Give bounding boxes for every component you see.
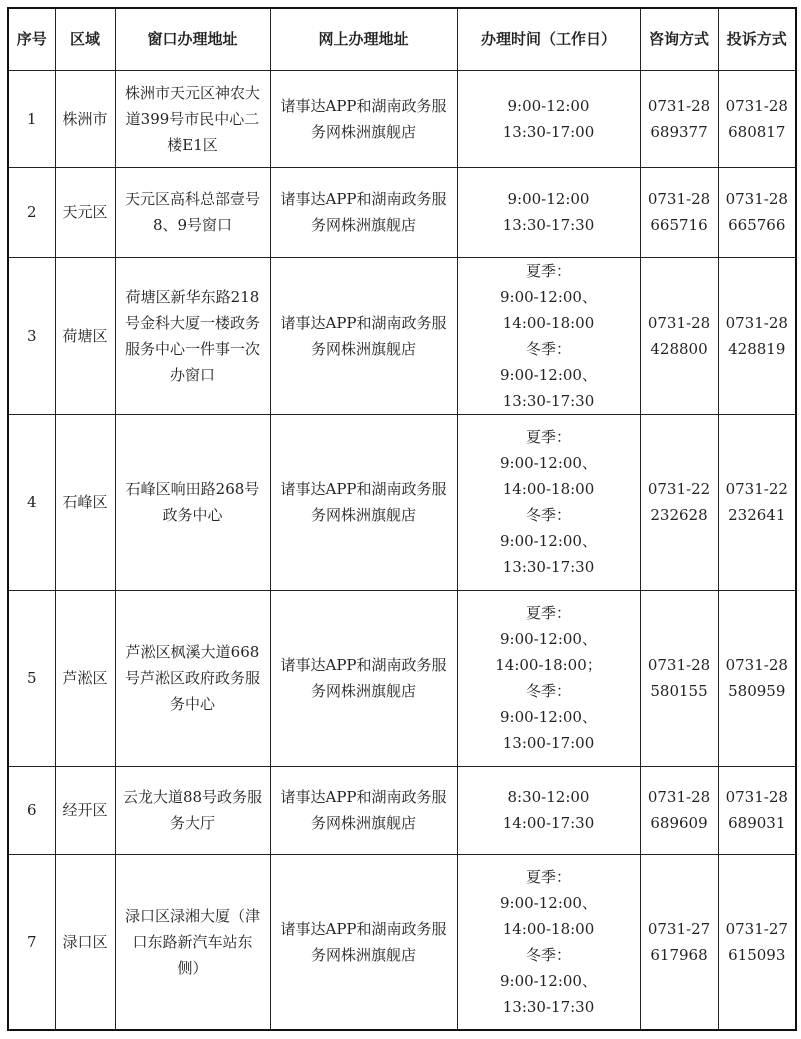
- row-window-address: 渌口区渌湘大厦（津口东路新汽车站东侧）: [115, 854, 270, 1030]
- row-online-address: 诸事达APP和湖南政务服务网株洲旗舰店: [270, 257, 457, 414]
- table-row: [8, 766, 796, 854]
- row-consult-phone: 0731-28689377: [640, 70, 718, 167]
- row-consult-phone: 0731-27617968: [640, 854, 718, 1030]
- row-consult-phone: 0731-28665716: [640, 167, 718, 257]
- row-region: 石峰区: [55, 414, 115, 590]
- hours-line: 9:00-12:00、: [500, 532, 597, 550]
- row-no: 5: [8, 590, 55, 766]
- row-no: 7: [8, 854, 55, 1030]
- hours-line: 13:30-17:30: [502, 391, 595, 410]
- row-region: 渌口区: [55, 854, 115, 1030]
- hours-line: 13:30-17:30: [502, 216, 595, 234]
- hours-line: 冬季：: [525, 682, 571, 700]
- header-online-address: 网上办理地址: [270, 8, 457, 70]
- row-complaint-phone: 0731-27615093: [718, 854, 796, 1030]
- row-hours: [457, 766, 640, 854]
- table-row: [8, 70, 796, 167]
- row-window-address: 云龙大道88号政务服务大厅: [115, 766, 270, 854]
- row-no: 1: [8, 70, 55, 167]
- row-hours: [457, 167, 640, 257]
- header-window-address: 窗口办理地址: [115, 8, 270, 70]
- hours-line: 13:30-17:30: [502, 997, 595, 1016]
- row-region: 芦淞区: [55, 590, 115, 766]
- row-region: 经开区: [55, 766, 115, 854]
- row-consult-phone: 0731-22232628: [640, 414, 718, 590]
- hours-line: 8:30-12:00: [507, 788, 590, 806]
- row-region: 株洲市: [55, 70, 115, 167]
- row-hours: [457, 257, 640, 414]
- hours-line: 14:00-18:00；: [495, 656, 602, 674]
- header-region: 区域: [55, 8, 115, 70]
- row-hours: [457, 854, 640, 1030]
- service-hall-table: [7, 7, 797, 1031]
- row-hours: [457, 70, 640, 167]
- hours-line: 9:00-12:00: [507, 96, 590, 115]
- hours-line: 9:00-12:00、: [500, 287, 597, 306]
- hours-line: 冬季：: [525, 945, 571, 964]
- header-no: 序号: [8, 8, 55, 70]
- row-complaint-phone: 0731-28428819: [718, 257, 796, 414]
- hours-line: 夏季：: [525, 428, 571, 446]
- row-consult-phone: 0731-28689609: [640, 766, 718, 854]
- hours-line: 13:00-17:00: [502, 734, 595, 752]
- row-region: 天元区: [55, 167, 115, 257]
- hours-line: 9:00-12:00、: [500, 971, 597, 990]
- row-online-address: 诸事达APP和湖南政务服务网株洲旗舰店: [270, 766, 457, 854]
- hours-line: 9:00-12:00、: [500, 630, 597, 648]
- row-no: 6: [8, 766, 55, 854]
- header-consult: 咨询方式: [640, 8, 718, 70]
- row-window-address: 石峰区响田路268号政务中心: [115, 414, 270, 590]
- header-complaint: 投诉方式: [718, 8, 796, 70]
- row-complaint-phone: 0731-28680817: [718, 70, 796, 167]
- table-header-row: [8, 8, 796, 70]
- hours-line: 9:00-12:00、: [500, 893, 597, 912]
- row-complaint-phone: 0731-22232641: [718, 414, 796, 590]
- row-consult-phone: 0731-28580155: [640, 590, 718, 766]
- hours-line: 冬季：: [525, 506, 571, 524]
- table-row: [8, 414, 796, 590]
- hours-line: 13:30-17:00: [502, 122, 595, 141]
- hours-line: 9:00-12:00、: [500, 454, 597, 472]
- hours-line: 夏季：: [525, 261, 571, 280]
- header-hours: 办理时间（工作日）: [457, 8, 640, 70]
- table-row: [8, 590, 796, 766]
- row-window-address: 荷塘区新华东路218号金科大厦一楼政务服务中心一件事一次办窗口: [115, 257, 270, 414]
- row-no: 4: [8, 414, 55, 590]
- hours-line: 夏季：: [525, 867, 571, 886]
- hours-line: 14:00-18:00: [502, 480, 595, 498]
- hours-line: 14:00-17:30: [502, 814, 595, 832]
- row-consult-phone: 0731-28428800: [640, 257, 718, 414]
- row-window-address: 天元区高科总部壹号8、9号窗口: [115, 167, 270, 257]
- hours-line: 9:00-12:00: [507, 190, 590, 208]
- row-online-address: 诸事达APP和湖南政务服务网株洲旗舰店: [270, 167, 457, 257]
- row-online-address: 诸事达APP和湖南政务服务网株洲旗舰店: [270, 854, 457, 1030]
- hours-line: 14:00-18:00: [502, 919, 595, 938]
- row-region: 荷塘区: [55, 257, 115, 414]
- hours-line: 夏季：: [525, 604, 571, 622]
- row-complaint-phone: 0731-28689031: [718, 766, 796, 854]
- table-row: [8, 854, 796, 1030]
- row-online-address: 诸事达APP和湖南政务服务网株洲旗舰店: [270, 414, 457, 590]
- row-no: 2: [8, 167, 55, 257]
- row-hours: [457, 590, 640, 766]
- row-complaint-phone: 0731-28580959: [718, 590, 796, 766]
- row-window-address: 株洲市天元区神农大道399号市民中心二楼E1区: [115, 70, 270, 167]
- hours-line: 14:00-18:00: [502, 313, 595, 332]
- row-no: 3: [8, 257, 55, 414]
- row-online-address: 诸事达APP和湖南政务服务网株洲旗舰店: [270, 70, 457, 167]
- table-row: [8, 257, 796, 414]
- row-complaint-phone: 0731-28665766: [718, 167, 796, 257]
- row-online-address: 诸事达APP和湖南政务服务网株洲旗舰店: [270, 590, 457, 766]
- row-hours: [457, 414, 640, 590]
- hours-line: 冬季：: [525, 339, 571, 358]
- hours-line: 9:00-12:00、: [500, 708, 597, 726]
- hours-line: 9:00-12:00、: [500, 365, 597, 384]
- table-row: [8, 167, 796, 257]
- hours-line: 13:30-17:30: [502, 558, 595, 576]
- row-window-address: 芦淞区枫溪大道668号芦淞区政府政务服务中心: [115, 590, 270, 766]
